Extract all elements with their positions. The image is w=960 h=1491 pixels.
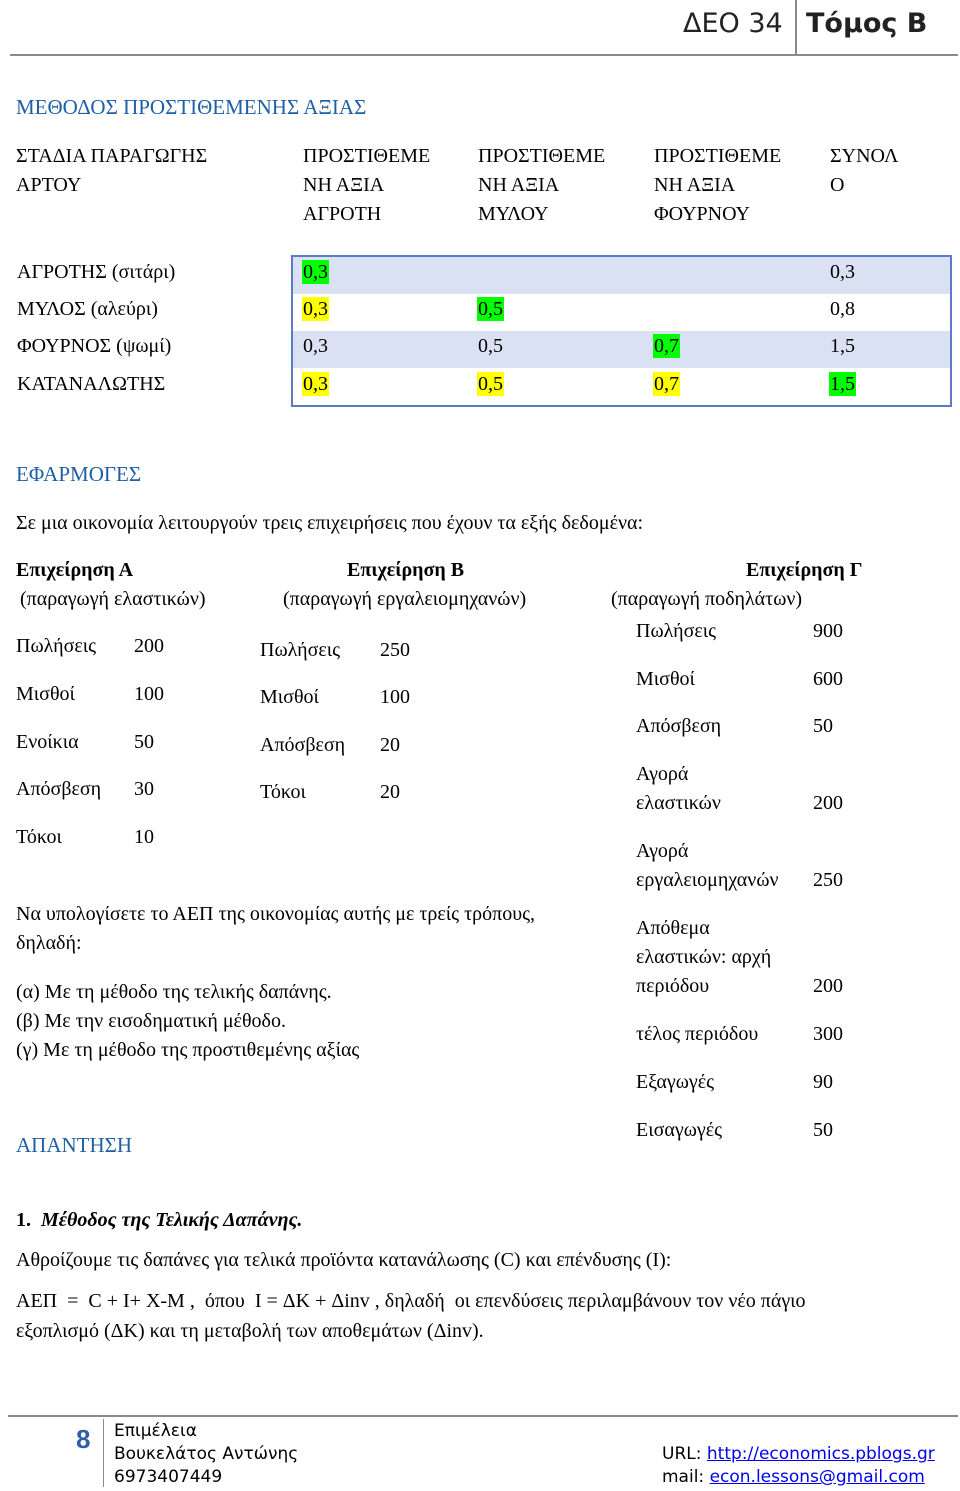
list-item-label: ελαστικών: αρχή xyxy=(636,946,772,968)
list-item-label: Πωλήσεις xyxy=(260,639,341,661)
list-item-value: 200 xyxy=(813,792,843,814)
list-item-label: Απόσβεση xyxy=(260,734,346,756)
list-item-value: 600 xyxy=(813,668,843,690)
list-item-label: Τόκοι xyxy=(16,826,62,848)
question-part-c: (γ) Με τη μέθοδο της προστιθεμένης αξίας xyxy=(16,1039,360,1061)
list-item-label: Μισθοί xyxy=(260,686,319,708)
firm-a-subtitle: (παραγωγή ελαστικών) xyxy=(20,588,206,610)
applications-title: ΕΦΑΡΜΟΓΕΣ xyxy=(16,462,142,486)
method-title: Μέθοδος της Τελικής Δαπάνης. xyxy=(41,1209,303,1231)
footer-phone: 6973407449 xyxy=(114,1467,223,1487)
method-text: Αθροίζουμε τις δαπάνες για τελικά προϊόντα κατανάλωσης (C) και επένδυσης (I): xyxy=(16,1249,672,1271)
list-item-label: Αγορά xyxy=(636,763,689,785)
list-item-label: Απόθεμα xyxy=(636,917,710,939)
list-item-value: 10 xyxy=(134,826,154,848)
list-item-label: τέλος περιόδου xyxy=(636,1023,759,1045)
section-title: ΜΕΘΟΔΟΣ ΠΡΟΣΤΙΘΕΜΕΝΗΣ ΑΞΙΑΣ xyxy=(16,95,367,119)
list-item-value: 50 xyxy=(134,731,154,753)
list-item-value: 20 xyxy=(380,781,400,803)
table-cell-farmer: 0,3 xyxy=(303,261,328,283)
list-item-label: Πωλήσεις xyxy=(636,620,717,642)
list-item-label: Απόσβεση xyxy=(16,778,102,800)
header-rule xyxy=(10,54,958,56)
method-text: εξοπλισμό (ΔK) και τη μεταβολή των αποθεμάτων (Δinv). xyxy=(16,1320,484,1342)
list-item-value: 90 xyxy=(813,1071,833,1093)
col-header-farmer: ΠΡΟΣΤΙΘΕΜΕ ΝΗ ΑΞΙΑ ΑΓΡΟΤΗ xyxy=(303,145,431,225)
table-cell-mill: 0,5 xyxy=(478,298,503,320)
answer-title: ΑΠΑΝΤΗΣΗ xyxy=(16,1133,133,1157)
footer-url-line xyxy=(662,1443,935,1465)
list-item-label: περιόδου xyxy=(636,975,710,997)
table-row-stage: ΦΟΥΡΝΟΣ (ψωμί) xyxy=(17,335,172,357)
question-line: δηλαδή: xyxy=(16,932,82,954)
col-header-bakery: ΠΡΟΣΤΙΘΕΜΕ ΝΗ ΑΞΙΑ ΦΟΥΡΝΟΥ xyxy=(654,145,782,225)
list-item-label: Ενοίκια xyxy=(16,731,79,753)
list-item-label: Αγορά xyxy=(636,840,689,862)
col-header-mill: ΠΡΟΣΤΙΘΕΜΕ ΝΗ ΑΞΙΑ ΜΥΛΟΥ xyxy=(478,145,606,225)
table-row-stage: ΑΓΡΟΤΗΣ (σιτάρι) xyxy=(17,261,176,283)
method-formula: ΑΕΠ = C + I+ X-M , όπου I = ΔK + Δinv , δηλαδή οι επενδύσεις περιλαμβάνουν τον νέο πάγιο xyxy=(16,1290,806,1312)
method-number: 1. xyxy=(16,1209,31,1231)
list-item-value: 250 xyxy=(813,869,843,891)
footer-mail-link[interactable]: econ.lessons@gmail.com xyxy=(709,1467,925,1487)
list-item-value: 100 xyxy=(134,683,164,705)
list-item-value: 300 xyxy=(813,1023,843,1045)
footer-rule xyxy=(8,1415,958,1417)
list-item-label: Εισαγωγές xyxy=(636,1119,723,1141)
list-item-value: 20 xyxy=(380,734,400,756)
list-item-value: 100 xyxy=(380,686,410,708)
footer-mail-line xyxy=(662,1466,925,1488)
list-item-label: Απόσβεση xyxy=(636,715,722,737)
firm-a-title: Επιχείρηση Α xyxy=(16,559,134,581)
list-item-value: 50 xyxy=(813,715,833,737)
table-cell-farmer: 0,3 xyxy=(303,298,328,320)
question-line: Να υπολογίσετε το ΑΕΠ της οικονομίας αυτής με τρείς τρόπους, xyxy=(16,903,536,925)
list-item-label: Μισθοί xyxy=(636,668,695,690)
intro-text: Σε μια οικονομία λειτουργούν τρεις επιχειρήσεις που έχουν τα εξής δεδομένα: xyxy=(16,512,644,534)
list-item-label: Μισθοί xyxy=(16,683,75,705)
table-cell-farmer: 0,3 xyxy=(303,335,328,357)
list-item-value: 30 xyxy=(134,778,154,800)
firm-c-title: Επιχείρηση Γ xyxy=(746,559,863,581)
table-cell-bakery: 0,7 xyxy=(654,373,679,395)
col-header-total: ΣΥΝΟΛ Ο xyxy=(830,145,899,196)
table-cell-total: 1,5 xyxy=(830,335,855,357)
list-item-value: 200 xyxy=(813,975,843,997)
list-item-label: Πωλήσεις xyxy=(16,635,97,657)
list-item-value: 50 xyxy=(813,1119,833,1141)
table-cell-mill: 0,5 xyxy=(478,335,503,357)
list-item-value: 900 xyxy=(813,620,843,642)
firm-b-title: Επιχείρηση Β xyxy=(347,559,465,581)
footer-divider xyxy=(103,1419,104,1487)
list-item-label: Τόκοι xyxy=(260,781,306,803)
list-item-value: 200 xyxy=(134,635,164,657)
col-header-stage: ΣΤΑΔΙΑ ΠΑΡΑΓΩΓΗΣ ΑΡΤΟΥ xyxy=(16,145,208,196)
page-number: 8 xyxy=(76,1424,91,1454)
question-part-b: (β) Με την εισοδηματική μέθοδο. xyxy=(16,1010,286,1032)
footer-editor-label: Επιμέλεια xyxy=(114,1421,197,1441)
footer-url-link[interactable]: http://economics.pblogs.gr xyxy=(706,1444,935,1464)
table-cell-bakery: 0,7 xyxy=(654,335,679,357)
list-item-label: Εξαγωγές xyxy=(636,1071,715,1093)
header-volume: Τόμος Β xyxy=(806,8,928,39)
list-item-value: 250 xyxy=(380,639,410,661)
table-cell-total: 0,8 xyxy=(830,298,855,320)
firm-b-subtitle: (παραγωγή εργαλειομηχανών) xyxy=(283,588,527,610)
list-item-label: εργαλειομηχανών xyxy=(636,869,779,891)
footer-url-label: URL: xyxy=(662,1444,702,1464)
table-cell-mill: 0,5 xyxy=(478,373,503,395)
table-row-stage: ΜΥΛΟΣ (αλεύρι) xyxy=(17,298,158,320)
table-cell-total: 1,5 xyxy=(830,373,855,395)
footer-mail-label: mail: xyxy=(662,1467,705,1487)
list-item-label: ελαστικών xyxy=(636,792,721,814)
footer-editor-name: Βουκελάτος Αντώνης xyxy=(114,1444,299,1464)
table-cell-farmer: 0,3 xyxy=(303,373,328,395)
firm-c-subtitle: (παραγωγή ποδηλάτων) xyxy=(611,588,803,610)
header-divider xyxy=(795,0,797,54)
header-subject: ΔΕΟ 34 xyxy=(683,8,783,39)
table-row-stage: ΚΑΤΑΝΑΛΩΤΗΣ xyxy=(17,373,166,395)
table-cell-total: 0,3 xyxy=(830,261,855,283)
question-part-a: (α) Με τη μέθοδο της τελικής δαπάνης. xyxy=(16,981,332,1003)
